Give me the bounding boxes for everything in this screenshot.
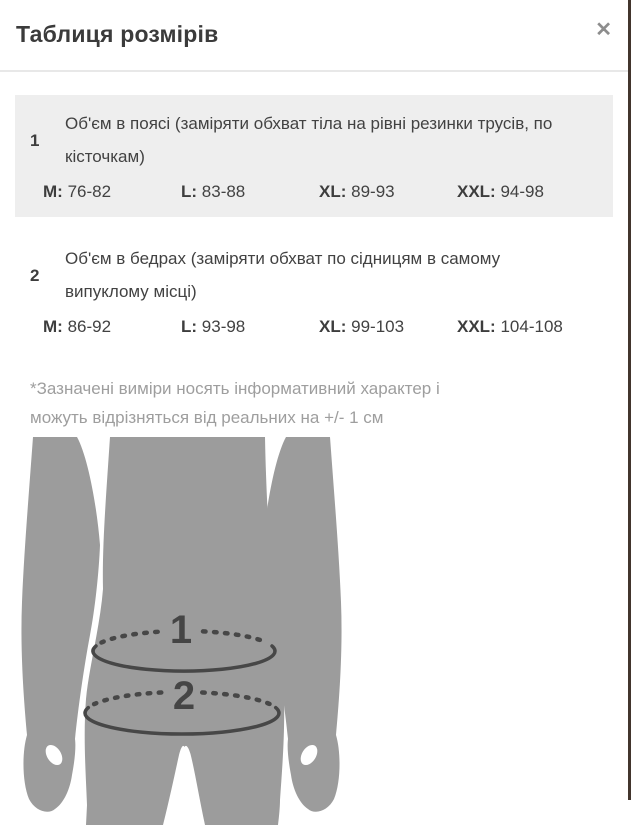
size-label: M:	[43, 182, 63, 201]
disclaimer-note: *Зазначені виміри носять інформативний характер і можуть відрізняться від реальних на +/- 1 см	[30, 379, 440, 427]
size-value: 89-93	[351, 182, 395, 201]
measurement-section-hips	[15, 242, 613, 343]
measurement-section-waist	[15, 95, 613, 217]
size-value: 86-92	[67, 317, 112, 336]
size-value: 99-103	[351, 317, 405, 336]
size-label: M:	[43, 317, 63, 336]
waist-marker-label: 1	[169, 608, 193, 652]
sizes-row	[15, 175, 613, 208]
measurement-number: 1	[30, 130, 40, 150]
size-cell-xxl	[457, 310, 595, 343]
size-cell-m	[43, 175, 181, 208]
size-label: L:	[181, 317, 198, 336]
sizes-row	[15, 310, 613, 343]
body-measurement-figure	[0, 437, 628, 837]
description-row	[15, 107, 613, 173]
size-value: 83-88	[201, 182, 246, 201]
close-icon: ✕	[595, 19, 612, 41]
size-label: XL:	[319, 182, 347, 201]
size-label: XXL:	[457, 182, 496, 201]
modal-header	[0, 0, 628, 72]
body-silhouette-svg	[0, 437, 345, 837]
size-value: 93-98	[201, 317, 246, 336]
size-cell-xl	[319, 310, 457, 343]
description-row	[15, 242, 613, 308]
size-cell-l	[181, 175, 319, 208]
size-value: 76-82	[67, 182, 112, 201]
measurement-number: 2	[30, 265, 40, 285]
close-button[interactable]	[595, 20, 612, 40]
size-label: L:	[181, 182, 198, 201]
modal-content	[0, 95, 628, 432]
measurement-description: Об'єм в бедрах (заміряти обхват по сідницям в самому випуклому місці)	[65, 249, 501, 301]
size-value: 94-98	[500, 182, 544, 201]
size-cell-l	[181, 310, 319, 343]
measurement-description: Об'єм в поясі (заміряти обхват тіла на рівні резинки трусів, по кісточкам)	[65, 114, 553, 166]
size-cell-xxl	[457, 175, 595, 208]
size-label: XXL:	[457, 317, 496, 336]
size-label: XL:	[319, 317, 347, 336]
size-value: 104-108	[500, 317, 563, 336]
modal-title: Таблиця розмірів	[16, 21, 219, 47]
size-cell-xl	[319, 175, 457, 208]
hip-marker-label: 2	[172, 674, 196, 718]
size-cell-m	[43, 310, 181, 343]
